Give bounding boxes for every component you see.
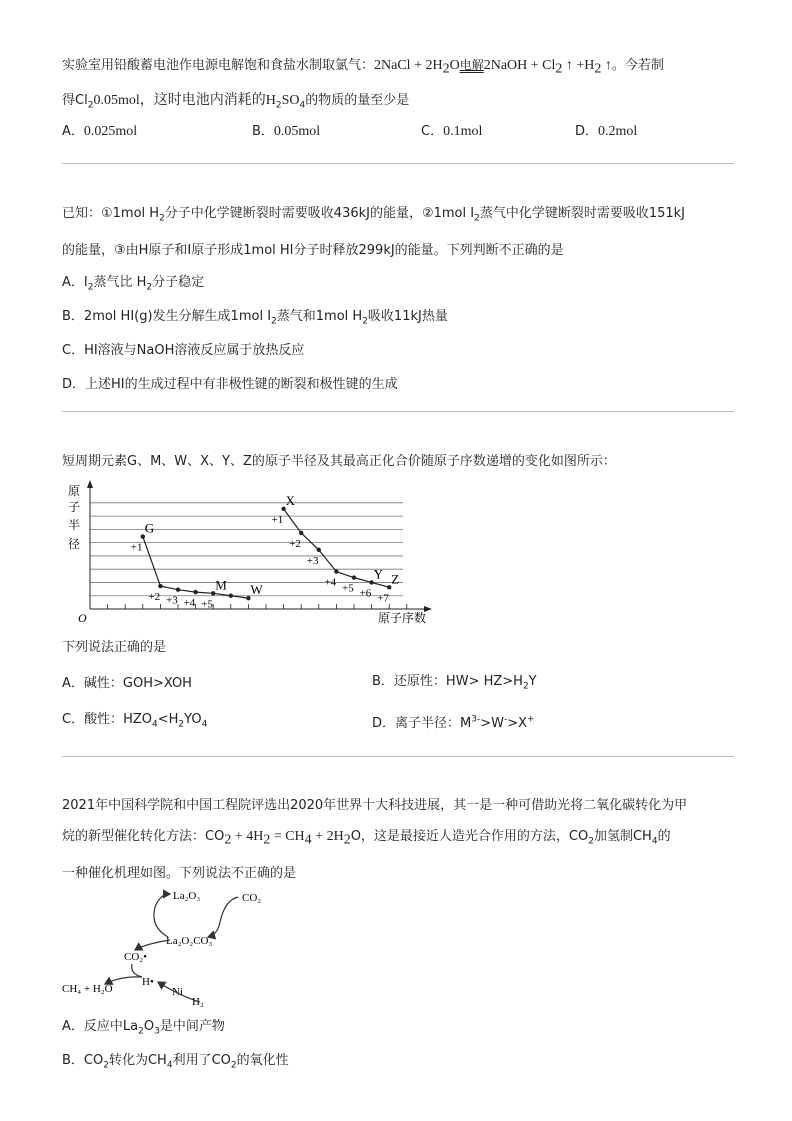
ni-label: Ni bbox=[172, 986, 183, 998]
valence-label: +3 bbox=[166, 594, 178, 607]
q1-option-d[interactable]: D．0.2mol bbox=[575, 124, 638, 139]
q2-stem-line2: 的能量，③由H原子和I原子形成1mol HI分子时释放299kJ的能量。下列判断不正确的是 bbox=[62, 242, 564, 258]
q2-option-d[interactable]: D．上述HI的生成过程中有非极性键的断裂和极性键的生成 bbox=[62, 376, 398, 392]
y-label-char-4: 径 bbox=[68, 537, 81, 551]
q1-option-b[interactable]: B．0.05mol bbox=[252, 124, 321, 139]
valence-label: +3 bbox=[306, 554, 319, 567]
electrolysis-condition: 电解 bbox=[459, 58, 484, 72]
chart-series bbox=[131, 493, 399, 610]
valence-label: +2 bbox=[148, 591, 161, 604]
q3-stem: 短周期元素G、M、W、X、Y、Z的原子半径及其最高正化合价随原子序数递增的变化如图所示： bbox=[62, 454, 616, 469]
point-label: M bbox=[215, 577, 227, 593]
q1-option-a[interactable]: A．0.025mol bbox=[62, 124, 138, 139]
q3-prompt-block bbox=[62, 632, 734, 663]
valence-label: +5 bbox=[342, 582, 354, 595]
q2-option-a[interactable]: A．$I_2$蒸气比 $H_2$分子稳定 bbox=[62, 274, 205, 293]
y-label-char-2: 子 bbox=[68, 500, 81, 514]
q1-stem-line1: 实验室用铅酸蓄电池作电源电解饱和食盐水制取氯气：2NaCl + $2H_2O$电解2NaOH + $Cl_2$ ↑ $+H_2$ ↑。今若制 bbox=[62, 58, 664, 77]
q3-option-d[interactable]: D．离子半径：$M^{3-}>W^->X^+$ bbox=[372, 714, 535, 731]
q2-option-b[interactable]: B．2mol HI(g)发生分解生成1mol $I_2$蒸气和1mol $H_2$吸收11kJ热量 bbox=[62, 308, 448, 327]
point-label: X bbox=[285, 492, 295, 508]
catalytic-mechanism-diagram bbox=[60, 882, 290, 1008]
q4-option-b[interactable]: B．$CO_2$转化为$CH_4$利用了$CO_2$的氧化性 bbox=[62, 1053, 289, 1071]
release-arrow bbox=[135, 940, 170, 950]
valence-label: +1 bbox=[271, 513, 284, 526]
data-point bbox=[352, 575, 356, 579]
valence-label: +4 bbox=[324, 576, 337, 589]
data-point bbox=[317, 548, 321, 552]
point-label: W bbox=[250, 582, 263, 598]
q4-stem-line3: 一种催化机理如图。下列说法不正确的是 bbox=[62, 865, 297, 881]
point-label: Y bbox=[373, 566, 383, 582]
q4-stem-line2: 烷的新型催化转化方法：$CO_2 + 4H_2 = CH_4 + 2H_2O$，这是最接近人造光合作用的方法，$CO_2$加氢制$CH_4$的 bbox=[62, 829, 671, 848]
valence-label: +2 bbox=[289, 537, 301, 550]
co2-label: CO₂ bbox=[242, 892, 262, 904]
data-point bbox=[193, 590, 197, 594]
valence-label: +5 bbox=[201, 598, 213, 611]
data-point bbox=[229, 594, 233, 598]
valence-label: +6 bbox=[359, 587, 372, 600]
data-point bbox=[334, 569, 338, 573]
divider bbox=[62, 411, 734, 412]
data-point bbox=[299, 531, 303, 535]
radius-valence-chart bbox=[60, 478, 440, 628]
point-label: G bbox=[144, 520, 155, 536]
q3-option-b[interactable]: B．还原性：$HW> HZ>H_2Y$ bbox=[372, 674, 537, 692]
combine-arrow-a bbox=[132, 964, 142, 977]
q1-option-c[interactable]: C．0.1mol bbox=[421, 124, 483, 139]
co2-radical-label: CO₂• bbox=[124, 951, 147, 963]
regenerate-arrow bbox=[154, 894, 170, 937]
y-label-char-3: 半 bbox=[68, 518, 81, 532]
co2-absorb-arrow bbox=[208, 897, 238, 937]
valence-label: +7 bbox=[377, 592, 389, 605]
q4-stem-line1: 2021年中国科学院和中国工程院评选出2020年世界十大科技进展，其一是一种可借助光将二氧化碳转化为甲 bbox=[62, 798, 688, 813]
point-label: Z bbox=[391, 571, 400, 587]
question-3 bbox=[62, 446, 734, 477]
question-2 bbox=[62, 198, 734, 402]
valence-label: +4 bbox=[183, 597, 196, 610]
q2-stem-line1: 已知：①1mol $H_2$分子中化学键断裂时需要吸收436kJ的能量，②1mol $I_2$蒸气中化学键断裂时需要吸收151kJ bbox=[62, 206, 686, 224]
question-4 bbox=[62, 790, 734, 889]
x-axis-label: 原子序数 bbox=[378, 611, 427, 625]
question-1 bbox=[62, 50, 734, 121]
x-ticks bbox=[108, 604, 407, 609]
h-radical-label: H• bbox=[142, 976, 154, 988]
valence-label: +1 bbox=[130, 541, 143, 554]
q3-option-a[interactable]: A．碱性：GOH>XOH bbox=[62, 676, 192, 691]
origin-label: O bbox=[78, 611, 87, 625]
data-point bbox=[158, 584, 162, 588]
q3-prompt: 下列说法正确的是 bbox=[62, 640, 167, 655]
q1-stem-line2: 得$Cl_20.05mol$，这时电池内消耗的$H_2SO_4$的物质的量至少是 bbox=[62, 92, 410, 111]
la2o2co3-label: La₂O₂CO₃ bbox=[166, 935, 213, 947]
series-line bbox=[143, 537, 249, 599]
data-point bbox=[176, 587, 180, 591]
y-axis-arrow bbox=[87, 480, 93, 488]
q2-option-c[interactable]: C．HI溶液与NaOH溶液反应属于放热反应 bbox=[62, 342, 305, 358]
divider bbox=[62, 163, 734, 164]
la2o3-label: La₂O₃ bbox=[173, 890, 201, 902]
q4-option-a[interactable]: A．反应中$La_2O_3$是中间产物 bbox=[62, 1019, 225, 1037]
y-label-char-1: 原 bbox=[68, 484, 81, 498]
q3-option-c[interactable]: C．酸性：$HZO_4<H_2YO_4$ bbox=[62, 712, 208, 730]
product-label: CH₄ + H₂O bbox=[62, 983, 113, 995]
divider bbox=[62, 756, 734, 757]
h2-label: H₂ bbox=[192, 996, 204, 1008]
